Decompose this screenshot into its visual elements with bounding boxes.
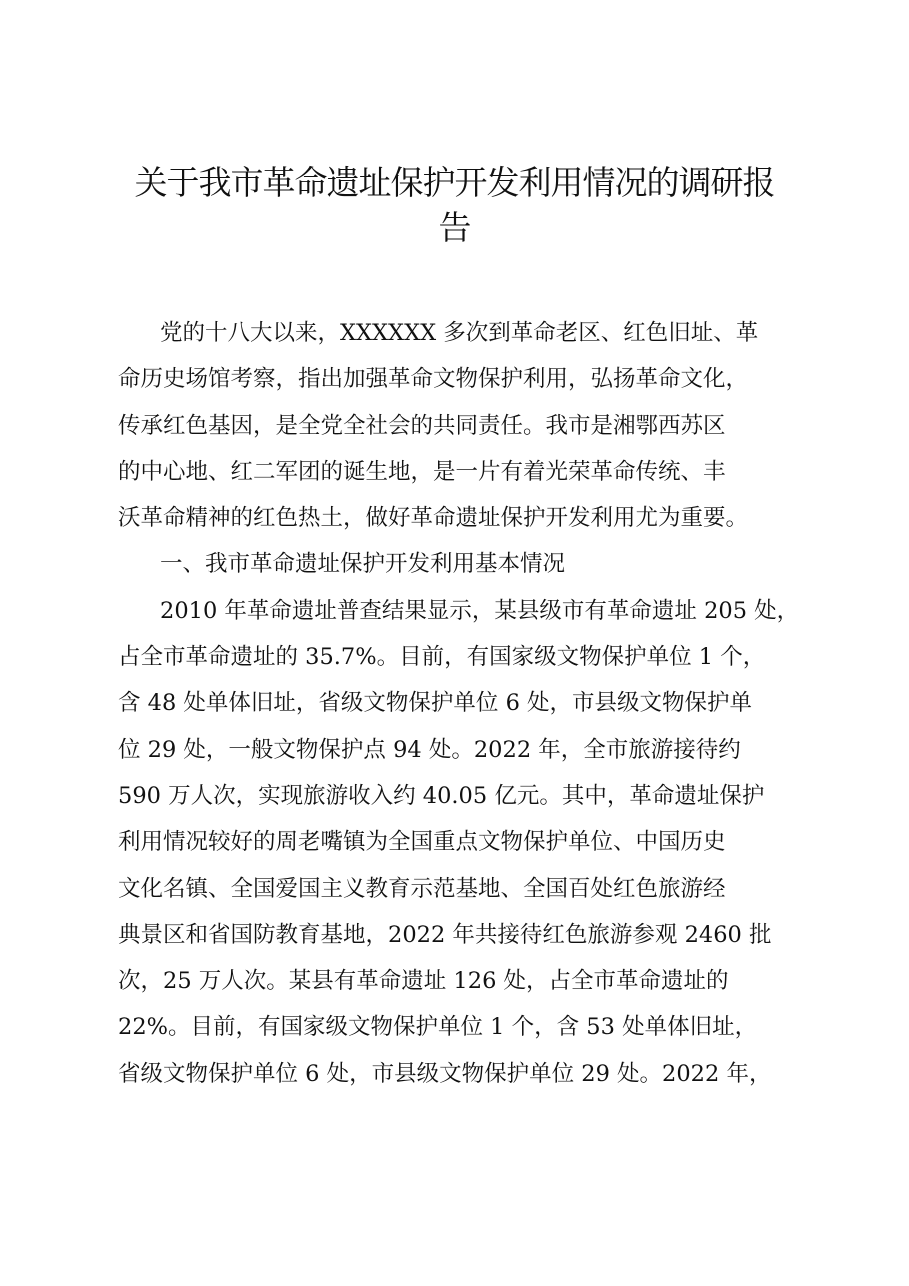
paragraph-line: 党的十八大以来，XXXXXX 多次到革命老区、红色旧址、革: [160, 320, 759, 346]
title-line: 关于我市革命遗址保护开发利用情况的调研报: [134, 163, 775, 202]
paragraph-line: 文化名镇、全国爱国主义教育示范基地、全国百处红色旅游经: [118, 875, 726, 902]
paragraph-line: 22%。目前，有国家级文物保护单位 1 个，含 53 处单体旧址，: [118, 1014, 758, 1041]
paragraph-line: 位 29 处，一般文物保护点 94 处。2022 年，全市旅游接待约: [118, 736, 741, 763]
paragraph-line: 利用情况较好的周老嘴镇为全国重点文物保护单位、中国历史: [118, 829, 726, 856]
paragraph-line: 沃革命精神的红色热土，做好革命遗址保护开发利用尤为重要。: [118, 505, 749, 532]
document-body: [118, 310, 798, 1097]
paragraph-line: 次，25 万人次。某县有革命遗址 126 处，占全市革命遗址的: [118, 968, 729, 995]
paragraph-line: 的中心地、红二军团的诞生地，是一片有着光荣革命传统、丰: [118, 458, 726, 485]
paragraph-line: 2010 年革命遗址普查结果显示，某县级市有革命遗址 205 处，: [160, 597, 800, 624]
paragraph-line: 省级文物保护单位 6 处，市县级文物保护单位 29 处。2022 年，: [118, 1060, 772, 1087]
paragraph-line: 典景区和省国防教育基地，2022 年共接待红色旅游参观 2460 批: [118, 921, 772, 948]
paragraph-line: 含 48 处单体旧址，省级文物保护单位 6 处，市县级文物保护单: [118, 690, 753, 717]
paragraph-line: 590 万人次，实现旅游收入约 40.05 亿元。其中，革命遗址保护: [118, 782, 765, 809]
document-title: [100, 160, 809, 250]
paragraph-line: 占全市革命遗址的 35.7%。目前，有国家级文物保护单位 1 个，: [118, 644, 766, 671]
section-heading: 一、我市革命遗址保护开发利用基本情况: [160, 551, 566, 578]
paragraph-line: 命历史场馆考察，指出加强革命文物保护利用，弘扬革命文化，: [118, 366, 749, 393]
paragraph-line: 传承红色基因，是全党全社会的共同责任。我市是湘鄂西苏区: [118, 412, 726, 439]
title-line: 告: [438, 208, 471, 247]
